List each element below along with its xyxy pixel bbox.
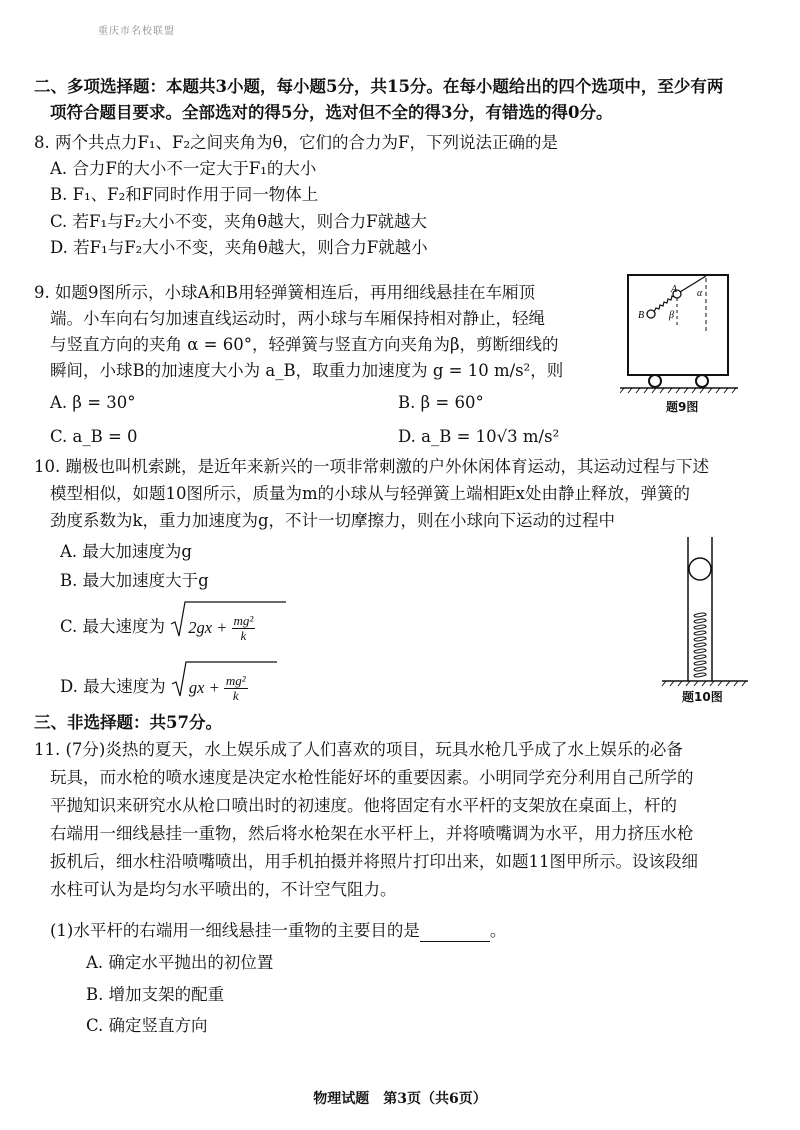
q9-option-b: B. β = 60°	[398, 393, 484, 412]
q11-sub1-text: (1)水平杆的右端用一细线悬挂一重物的主要目的是	[50, 921, 420, 940]
faded-header: 重庆市名校联盟	[98, 26, 175, 37]
q9-option-a: A. β = 30°	[50, 393, 136, 412]
q11-option-c: C. 确定竖直方向	[86, 1016, 208, 1035]
q11-line6: 水柱可认为是均匀水平喷出的，不计空气阻力。	[50, 880, 397, 899]
ball	[689, 558, 711, 580]
q8-option-d: D. 若F₁与F₂大小不变，夹角θ越大，则合力F就越小	[50, 238, 428, 257]
q10-line2: 模型相似，如题10图所示，质量为m的小球从与轻弹簧上端相距x处由静止释放，弹簧的	[50, 484, 690, 503]
q9-option-d: D. a_B = 10√3 m/s²	[398, 427, 560, 446]
q10-option-d-prefix: D. 最大速度为	[60, 677, 166, 696]
figure-9-cart-diagram	[620, 270, 740, 400]
page-footer: 物理试题 第3页（共6页）	[313, 1091, 487, 1107]
q10-line3: 劲度系数为k，重力加速度为g，不计一切摩擦力，则在小球向下运动的过程中	[50, 511, 616, 530]
q8-option-b: B. F₁、F₂和F同时作用于同一物体上	[50, 185, 319, 204]
radical-sign-c	[170, 600, 288, 640]
q8-option-c: C. 若F₁与F₂大小不变，夹角θ越大，则合力F就越大	[50, 212, 428, 231]
q11-line2: 玩具，而水枪的喷水速度是决定水枪性能好坏的重要因素。小明同学充分利用自己所学的	[50, 768, 694, 787]
wheel-left	[649, 375, 661, 387]
label-a: A	[671, 284, 678, 295]
q10-option-b: B. 最大加速度大于g	[60, 571, 209, 590]
label-b: B	[638, 310, 645, 321]
q11-option-b: B. 增加支架的配重	[86, 985, 225, 1004]
figure-10-spring-diagram	[660, 535, 750, 695]
answer-blank[interactable]	[420, 925, 490, 942]
label-alpha: α	[697, 288, 703, 299]
section2-heading: 二、多项选择题：本题共3小题，每小题5分，共15分。在每小题给出的四个选项中，至少有两	[34, 77, 724, 96]
section2-heading-cont: 项符合题目要求。全部选对的得5分，选对但不全的得3分，有错选的得0分。	[50, 103, 613, 122]
coil-spring	[694, 613, 706, 677]
q8-option-a: A. 合力F的大小不一定大于F₁的大小	[50, 159, 317, 178]
fraction-c-denominator: k	[240, 628, 247, 643]
q10-option-c-prefix: C. 最大速度为	[60, 617, 166, 636]
q9-option-c: C. a_B = 0	[50, 427, 138, 446]
q10-option-c	[60, 612, 255, 643]
sqrt-expression-c	[170, 612, 255, 643]
q11-line1: 11. (7分)炎热的夏天，水上娱乐成了人们喜欢的项目，玩具水枪几乎成了水上娱乐的必备	[34, 740, 683, 759]
radicand-c: 2gx +	[188, 618, 232, 637]
q8-stem: 8. 两个共点力F₁、F₂之间夹角为θ，它们的合力为F，下列说法正确的是	[34, 133, 558, 152]
q11-line5: 扳机后，细水柱沿喷嘴喷出，用手机拍摄并将照片打印出来，如题11图甲所示。设该段细	[50, 852, 698, 871]
q11-sub1	[50, 920, 506, 942]
q9-line3: 与竖直方向的夹角 α = 60°，轻弹簧与竖直方向夹角为β，剪断细线的	[50, 335, 559, 354]
radicand-d: gx +	[188, 678, 224, 697]
figure-10-caption: 题10图	[682, 690, 723, 704]
sqrt-expression-d	[171, 672, 248, 703]
section3-heading: 三、非选择题：共57分。	[34, 713, 222, 732]
ball-b	[647, 310, 655, 318]
q10-option-d	[60, 672, 248, 703]
q11-option-a: A. 确定水平抛出的初位置	[86, 953, 274, 972]
label-beta: β	[669, 310, 674, 321]
fraction-d-denominator: k	[232, 688, 239, 703]
q11-sub1-end: 。	[489, 921, 507, 940]
figure-9-caption: 题9图	[666, 400, 699, 414]
q11-line3: 平抛知识来研究水从枪口喷出时的初速度。他将固定有水平杆的支架放在桌面上，杆的	[50, 796, 677, 815]
q9-line1: 9. 如题9图所示，小球A和B用轻弹簧相连后，再用细线悬挂在车厢顶	[34, 283, 536, 302]
fraction-d-numerator: mg²	[225, 673, 246, 688]
radical-sign-d	[171, 660, 279, 700]
q11-line4: 右端用一细线悬挂一重物，然后将水枪架在水平杆上，并将喷嘴调为水平，用力挤压水枪	[50, 824, 694, 843]
fraction-c-numerator: mg²	[233, 613, 254, 628]
q9-line2: 端。小车向右匀加速直线运动时，两小球与车厢保持相对静止，轻绳	[50, 309, 545, 328]
q10-line1: 10. 蹦极也叫机索跳，是近年来新兴的一项非常刺激的户外休闲体育运动，其运动过程与下述	[34, 457, 709, 476]
q9-line4: 瞬间，小球B的加速度大小为 a_B，取重力加速度为 g = 10 m/s²，则	[50, 361, 564, 380]
wheel-right	[696, 375, 708, 387]
q10-option-a: A. 最大加速度为g	[60, 542, 192, 561]
